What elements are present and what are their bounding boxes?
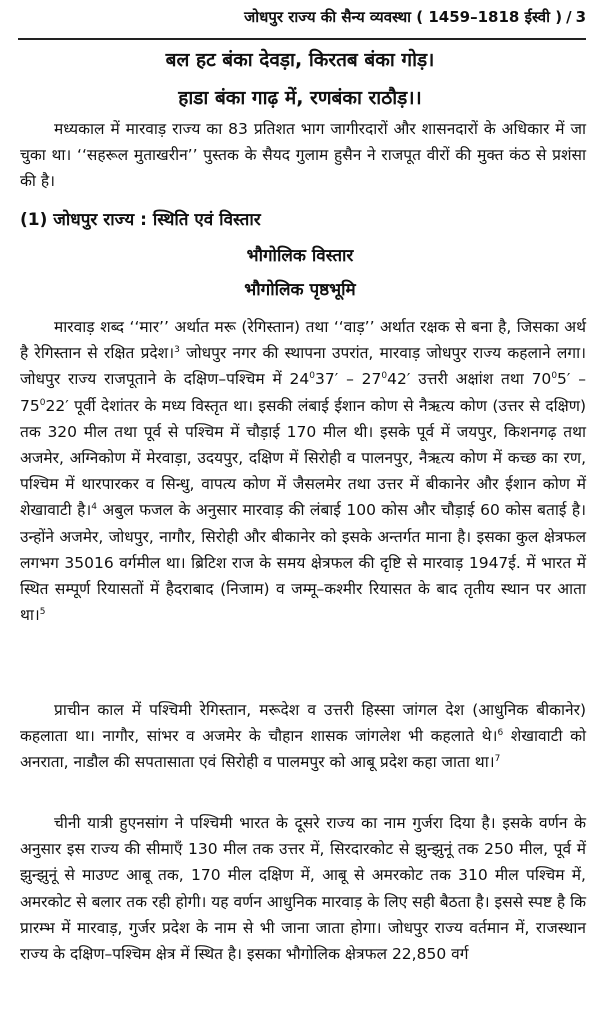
text-run: अबुल फजल के अनुसार मारवाड़ की लंबाई 100 कोस और चौड़ाई 60 कोस बताई है। उन्होंने अजमेर, जोधपुर, नागौर, सिरोही और बीकानेर को इसके अन्तर्गत माना है। इसका कुल क्षेत्रफल लगभग 35016 वर्गमील था। ब्रिटिश राज के समय क्षेत्रफल की दृष्टि से मारवाड़ 1947ई. में भारत में स्थित सम्पूर्ण रियासतों में हैदराबाद (निजाम) व जम्मू–कश्मीर रियासत के बाद तृतीय स्थान पर आता था। [20,501,586,625]
degree-mark: 0 [381,371,388,382]
paragraph-ancient-names [20,697,586,776]
running-header [20,6,586,28]
text-run: मारवाड़ शब्द ‘‘मार’’ अर्थात मरू (रेगिस्तान) तथा ‘‘वाड़’’ अर्थात रक्षक से बना है, जिसका अर्थ है रेगिस्तान से रक्षित प्रदेश। [20,318,586,363]
subheading-geographic-extent: भौगोलिक विस्तार [246,246,354,266]
footnote-ref: 3 [174,345,180,356]
text-run: 37′ – 27 [315,370,382,389]
footnote-ref: 5 [39,607,46,618]
text-run: जोधपुर नगर की स्थापना उपरांत, मारवाड़ जोधपुर राज्य कहलाने लगा। जोधपुर राज्य राजपूताने के दक्षिण–पश्चिम में 24 [20,344,586,389]
footnote-ref: 7 [494,754,501,765]
text-run: 22′ पूर्वी देशांतर के मध्य विस्तृत था। इसकी लंबाई ईशान कोण से नैऋत्य कोण (उत्तर से दक्षिण) तक 320 मील तथा पूर्व से पश्चिम में चौड़ाई 170 मील थी। इसके पूर्व में जयपुर, किशनगढ़ तथा अजमेर, अग्निकोण में मेरवाड़ा, उदयपुर, दक्षिण में सिरोही व पालनपुर, नैऋत्य कोण में कच्छ का रण, पश्चिम में थारपारकर व सिन्धु, वापत्य कोण में जैसलमेर तथा उत्तर में बीकानेर और ईशान कोण में शेखावाटी है। [20,396,586,520]
section-heading: (1) जोधपुर राज्य : स्थिति एवं विस्तार [20,210,261,230]
footnote-ref: 6 [497,728,504,739]
page-number: 3 [575,8,586,26]
subheading-geographic-background: भौगोलिक पृष्ठभूमि [244,280,356,300]
header-rule [18,38,586,40]
degree-mark: 0 [551,371,558,382]
text-run: प्राचीन काल में पश्चिमी रेगिस्तान, मरूदेश व उत्तरी हिस्सा जांगल देश (आधुनिक बीकानेर) कहलाता था। नागौर, सांभर व अजमेर के चौहान शासक जांगलेश भी कहलाते थे। [20,701,586,746]
text-run: 5′ – 75 [20,370,587,415]
text-run: 42′ उत्तरी अक्षांश तथा 70 [387,370,552,389]
header-title: जोधपुर राज्य की सैन्य व्यवस्था ( 1459–1818 ईस्वी ) [244,8,563,26]
verse-line-2: हाडा बंका गाढ़ में, रणबंका राठौड़।। [178,87,422,109]
paragraph-marwar-geography [20,314,586,628]
text-run: शेखावाटी को अनराता, नाडौल की सपतासाता एवं सिरोही व पालमपुर को आबू प्रदेश कहा जाता था। [20,727,586,772]
degree-mark: 0 [309,371,316,382]
degree-mark: 0 [39,397,46,408]
header-separator: / [566,8,572,26]
verse-line-1: बल हट बंका देवड़ा, किरतब बंका गोड़। [165,49,435,71]
footnote-ref: 4 [91,502,97,513]
paragraph-hiuen-tsang: चीनी यात्री हुएनसांग ने पश्चिमी भारत के दूसरे राज्य का नाम गुर्जरा दिया है। इसके वर्णन के अनुसार इस राज्य की सीमाएँ 130 मील तक उत्तर में, सिरदारकोट से झुन्झुनूं तक 250 मील, पूर्व में झुन्झुनूं से माउण्ट आबू तक, 170 मील दक्षिण में, आबू से अमरकोट तक 310 मील पश्चिम में, अमरकोट से बलार तक रही होगी। यह वर्णन आधुनिक मारवाड़ के लिए सही बैठता है। इससे स्पष्ट है कि प्रारम्भ में मारवाड़, गुर्जर प्रदेश के नाम से भी जाना जाता होगा। जोधपुर राज्य वर्तमान में, राजस्थान राज्य के दक्षिण–पश्चिम क्षेत्र में स्थित है। इसका भौगोलिक क्षेत्रफल 22,850 वर्ग [20,814,586,964]
paragraph-intro: मध्यकाल में मारवाड़ राज्य का 83 प्रतिशत भाग जागीरदारों और शासनदारों के अधिकार में जा चुका था। ‘‘सहरूल मुताखरीन’’ पुस्तक के सैयद गुलाम हुसैन ने राजपूत वीरों की मुक्त कंठ से प्रशंसा की है। [20,120,586,191]
